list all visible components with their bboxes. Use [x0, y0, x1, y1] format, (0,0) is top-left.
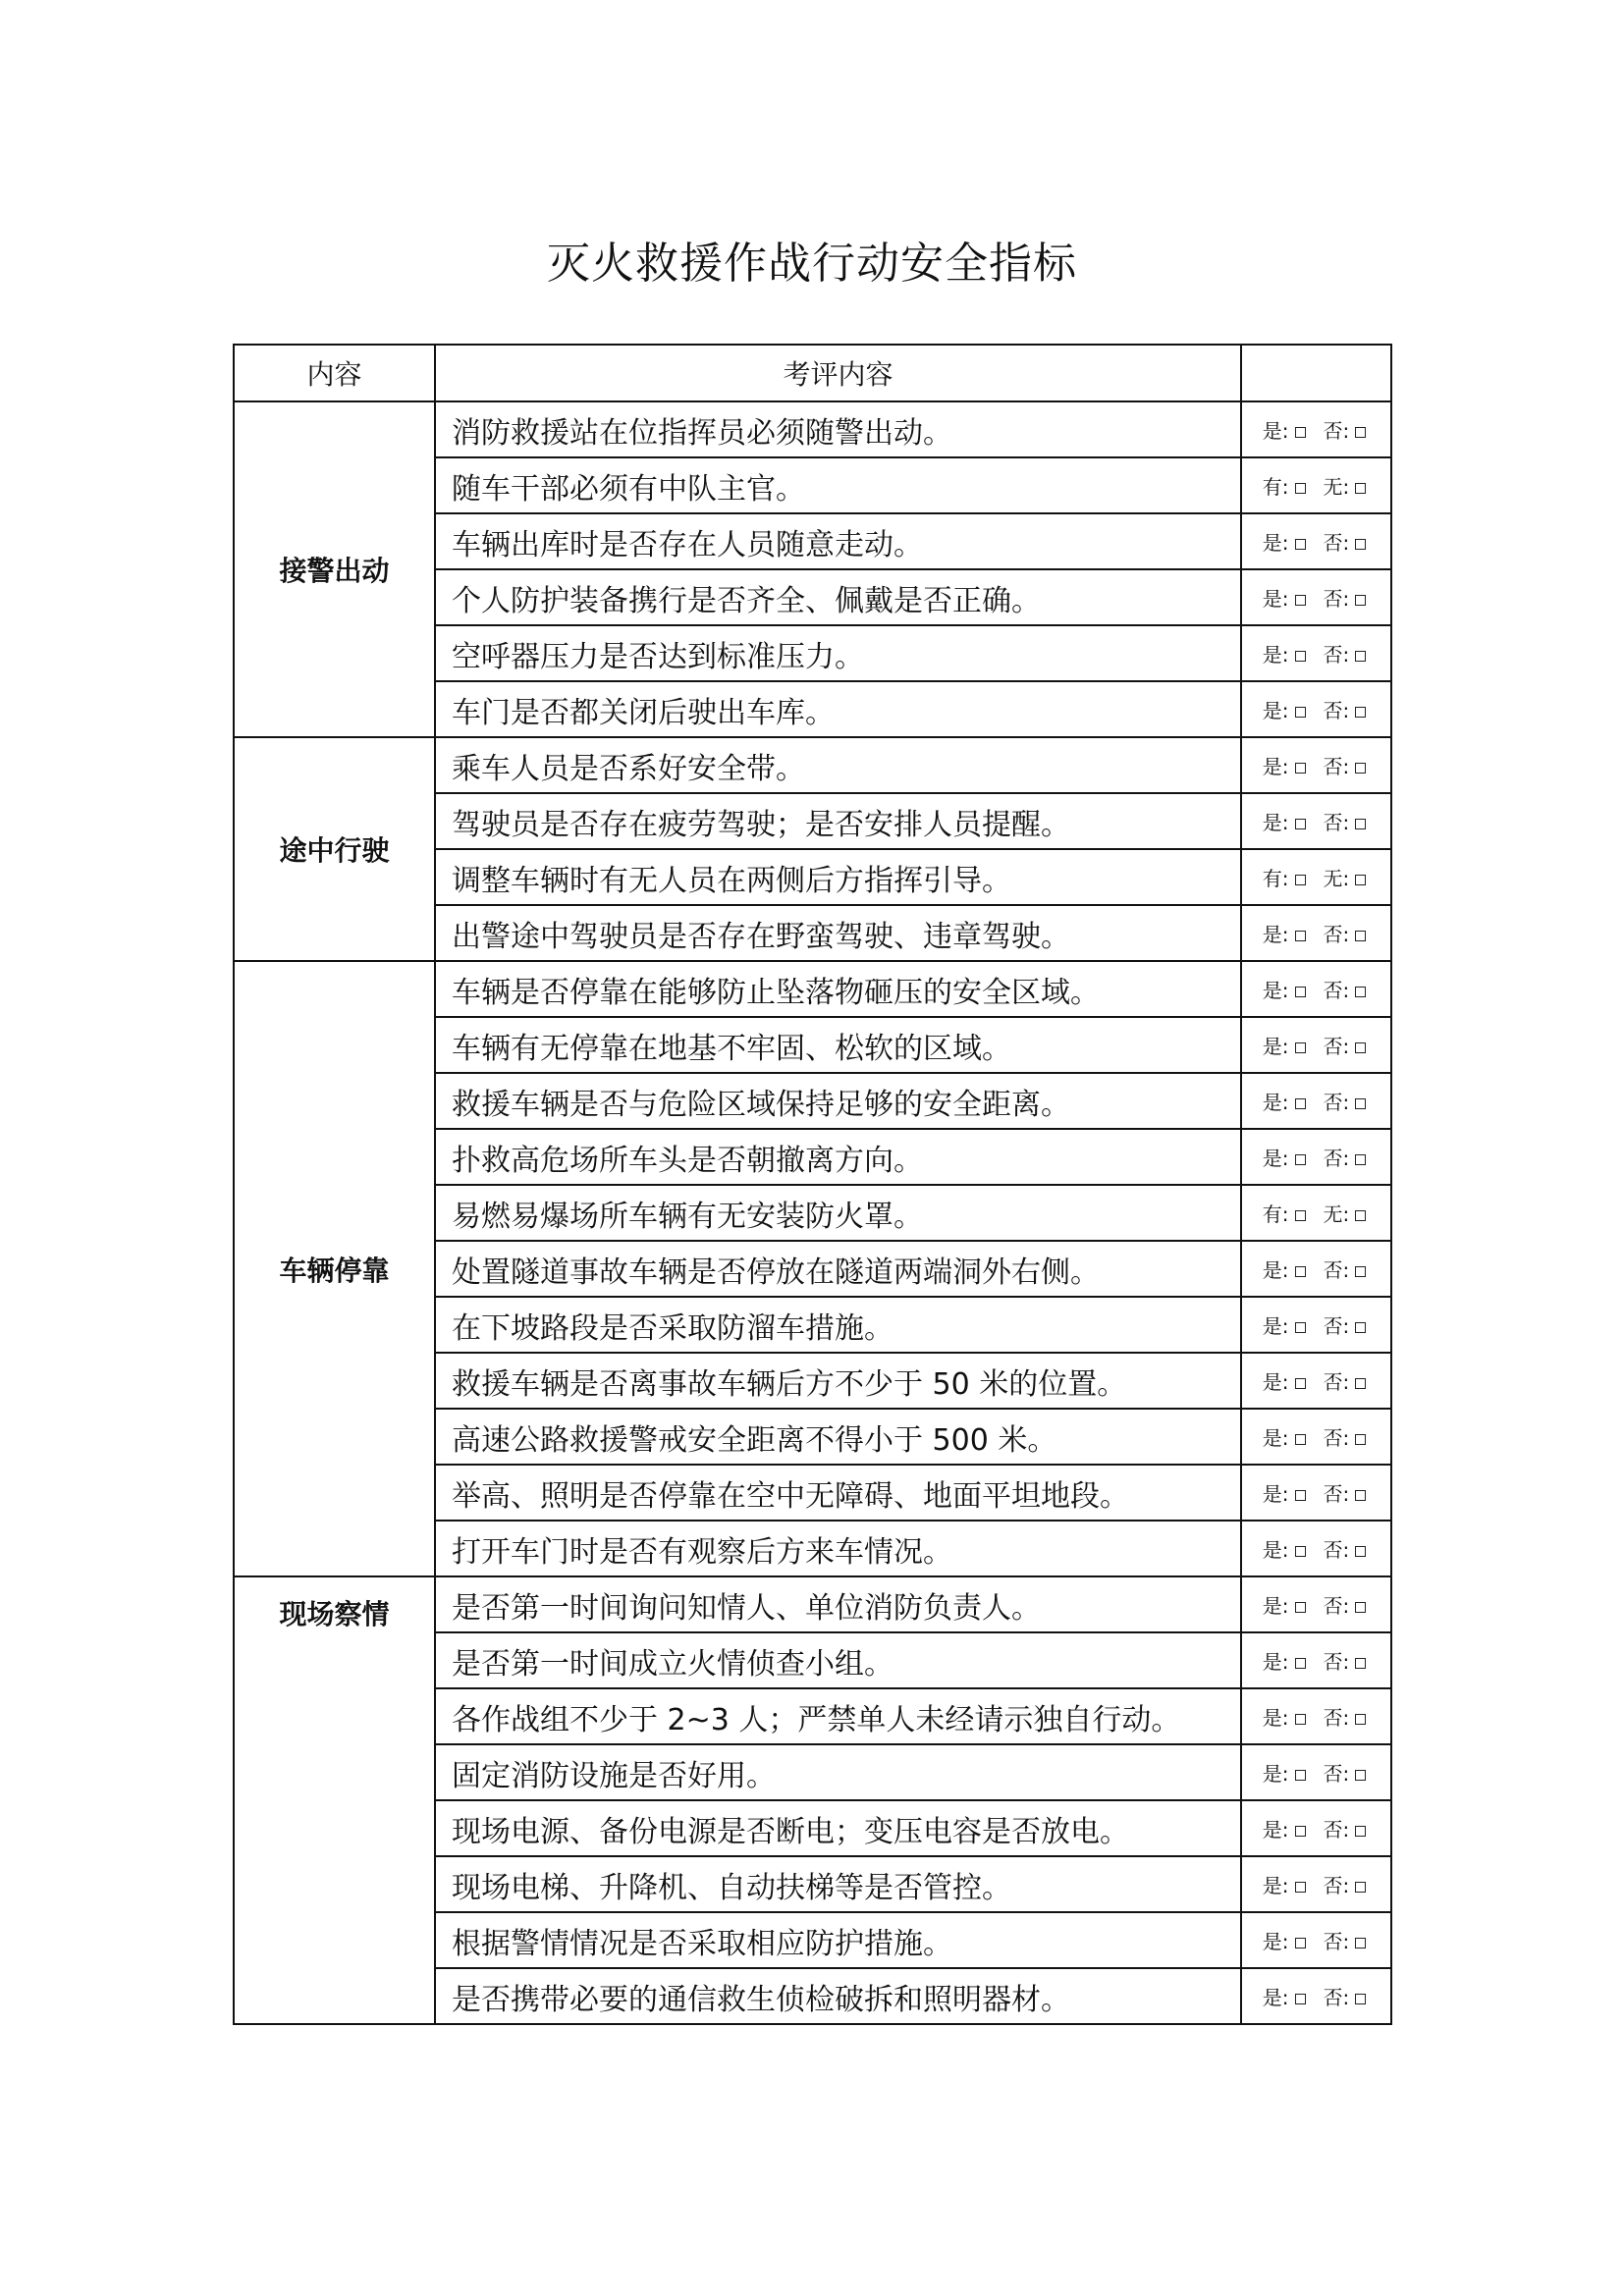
yes-label: 是: — [1262, 1370, 1289, 1394]
no-label: 否: — [1323, 1426, 1350, 1450]
no-checkbox[interactable] — [1355, 1378, 1366, 1389]
yes-checkbox[interactable] — [1295, 595, 1306, 606]
yes-label: 是: — [1262, 699, 1289, 722]
evaluation-item: 救援车辆是否与危险区域保持足够的安全距离。 — [435, 1073, 1241, 1129]
no-label: 无: — [1323, 867, 1350, 890]
no-checkbox[interactable] — [1355, 1322, 1366, 1333]
answer-options — [1241, 681, 1391, 737]
no-label: 否: — [1323, 1762, 1350, 1786]
header-check — [1241, 345, 1391, 401]
no-label: 否: — [1323, 1930, 1350, 1953]
yes-checkbox[interactable] — [1295, 651, 1306, 662]
answer-options — [1241, 625, 1391, 681]
no-label: 否: — [1323, 1818, 1350, 1842]
yes-label: 是: — [1262, 1818, 1289, 1842]
table-row — [234, 1576, 1391, 1632]
yes-label: 是: — [1262, 1874, 1289, 1897]
answer-options — [1241, 1297, 1391, 1353]
yes-label: 是: — [1262, 531, 1289, 555]
yes-checkbox[interactable] — [1295, 1378, 1306, 1389]
answer-options — [1241, 737, 1391, 793]
yes-checkbox[interactable] — [1295, 875, 1306, 885]
yes-checkbox[interactable] — [1295, 1882, 1306, 1893]
evaluation-item: 易燃易爆场所车辆有无安装防火罩。 — [435, 1185, 1241, 1241]
no-label: 否: — [1323, 1874, 1350, 1897]
answer-options — [1241, 401, 1391, 457]
no-label: 否: — [1323, 1986, 1350, 2009]
yes-checkbox[interactable] — [1295, 539, 1306, 550]
no-label: 否: — [1323, 1147, 1350, 1170]
no-label: 否: — [1323, 643, 1350, 667]
section-category: 车辆停靠 — [234, 961, 435, 1576]
evaluation-item: 车门是否都关闭后驶出车库。 — [435, 681, 1241, 737]
section-category: 接警出动 — [234, 401, 435, 737]
no-label: 否: — [1323, 1035, 1350, 1058]
no-checkbox[interactable] — [1355, 1882, 1366, 1893]
yes-checkbox[interactable] — [1295, 1042, 1306, 1053]
evaluation-item: 是否第一时间询问知情人、单位消防负责人。 — [435, 1576, 1241, 1632]
section-category: 途中行驶 — [234, 737, 435, 961]
no-checkbox[interactable] — [1355, 483, 1366, 494]
no-label: 否: — [1323, 1314, 1350, 1338]
safety-indicator-table — [233, 344, 1392, 2025]
yes-checkbox[interactable] — [1295, 1434, 1306, 1445]
yes-label: 是: — [1262, 1706, 1289, 1730]
answer-options — [1241, 1968, 1391, 2024]
table-body — [234, 401, 1391, 2024]
no-checkbox[interactable] — [1355, 931, 1366, 941]
yes-label: 是: — [1262, 643, 1289, 667]
yes-checkbox[interactable] — [1295, 1994, 1306, 2004]
no-label: 否: — [1323, 1370, 1350, 1394]
yes-label: 是: — [1262, 811, 1289, 834]
no-label: 否: — [1323, 1482, 1350, 1506]
yes-checkbox[interactable] — [1295, 1602, 1306, 1613]
yes-label: 是: — [1262, 923, 1289, 946]
evaluation-item: 根据警情情况是否采取相应防护措施。 — [435, 1912, 1241, 1968]
no-checkbox[interactable] — [1355, 1210, 1366, 1221]
yes-checkbox[interactable] — [1295, 1322, 1306, 1333]
no-checkbox[interactable] — [1355, 1098, 1366, 1109]
yes-checkbox[interactable] — [1295, 1154, 1306, 1165]
answer-options — [1241, 1241, 1391, 1297]
evaluation-item: 现场电梯、升降机、自动扶梯等是否管控。 — [435, 1856, 1241, 1912]
no-label: 否: — [1323, 1538, 1350, 1562]
table-header-row — [234, 345, 1391, 401]
no-checkbox[interactable] — [1355, 1826, 1366, 1837]
yes-label: 有: — [1262, 475, 1289, 499]
yes-label: 有: — [1262, 1202, 1289, 1226]
yes-checkbox[interactable] — [1295, 1826, 1306, 1837]
evaluation-item: 处置隧道事故车辆是否停放在隧道两端洞外右侧。 — [435, 1241, 1241, 1297]
no-checkbox[interactable] — [1355, 1714, 1366, 1725]
answer-options — [1241, 905, 1391, 961]
no-checkbox[interactable] — [1355, 539, 1366, 550]
answer-options — [1241, 1185, 1391, 1241]
evaluation-item: 各作战组不少于 2~3 人；严禁单人未经请示独自行动。 — [435, 1688, 1241, 1744]
header-category: 内容 — [234, 345, 435, 401]
evaluation-item: 调整车辆时有无人员在两侧后方指挥引导。 — [435, 849, 1241, 905]
yes-label: 是: — [1262, 1147, 1289, 1170]
answer-options — [1241, 457, 1391, 513]
answer-options — [1241, 1129, 1391, 1185]
no-label: 否: — [1323, 587, 1350, 611]
yes-checkbox[interactable] — [1295, 483, 1306, 494]
yes-checkbox[interactable] — [1295, 1266, 1306, 1277]
no-checkbox[interactable] — [1355, 427, 1366, 438]
no-label: 否: — [1323, 1258, 1350, 1282]
yes-label: 是: — [1262, 755, 1289, 778]
answer-options — [1241, 1800, 1391, 1856]
table-row — [234, 961, 1391, 1017]
no-label: 否: — [1323, 755, 1350, 778]
no-label: 无: — [1323, 1202, 1350, 1226]
answer-options — [1241, 1744, 1391, 1800]
yes-checkbox[interactable] — [1295, 707, 1306, 718]
no-checkbox[interactable] — [1355, 707, 1366, 718]
answer-options — [1241, 1576, 1391, 1632]
yes-checkbox[interactable] — [1295, 1490, 1306, 1501]
evaluation-item: 消防救援站在位指挥员必须随警出动。 — [435, 401, 1241, 457]
yes-label: 是: — [1262, 1594, 1289, 1618]
yes-label: 是: — [1262, 1426, 1289, 1450]
yes-checkbox[interactable] — [1295, 1714, 1306, 1725]
yes-label: 是: — [1262, 1258, 1289, 1282]
no-label: 否: — [1323, 1650, 1350, 1674]
evaluation-item: 举高、照明是否停靠在空中无障碍、地面平坦地段。 — [435, 1465, 1241, 1521]
no-label: 否: — [1323, 979, 1350, 1002]
answer-options — [1241, 569, 1391, 625]
no-checkbox[interactable] — [1355, 1154, 1366, 1165]
no-label: 否: — [1323, 699, 1350, 722]
no-checkbox[interactable] — [1355, 763, 1366, 774]
no-checkbox[interactable] — [1355, 1994, 1366, 2004]
section-category: 现场察情 — [234, 1576, 435, 2024]
yes-checkbox[interactable] — [1295, 1938, 1306, 1949]
no-label: 否: — [1323, 1706, 1350, 1730]
yes-checkbox[interactable] — [1295, 1098, 1306, 1109]
yes-checkbox[interactable] — [1295, 763, 1306, 774]
yes-checkbox[interactable] — [1295, 1546, 1306, 1557]
yes-label: 是: — [1262, 1650, 1289, 1674]
table-row — [234, 401, 1391, 457]
yes-label: 是: — [1262, 979, 1289, 1002]
no-checkbox[interactable] — [1355, 987, 1366, 997]
evaluation-item: 是否携带必要的通信救生侦检破拆和照明器材。 — [435, 1968, 1241, 2024]
evaluation-item: 扑救高危场所车头是否朝撤离方向。 — [435, 1129, 1241, 1185]
yes-checkbox[interactable] — [1295, 931, 1306, 941]
evaluation-item: 在下坡路段是否采取防溜车措施。 — [435, 1297, 1241, 1353]
no-checkbox[interactable] — [1355, 1938, 1366, 1949]
evaluation-item: 车辆有无停靠在地基不牢固、松软的区域。 — [435, 1017, 1241, 1073]
no-label: 否: — [1323, 1091, 1350, 1114]
yes-label: 是: — [1262, 1762, 1289, 1786]
answer-options — [1241, 1353, 1391, 1409]
answer-options — [1241, 1073, 1391, 1129]
no-label: 否: — [1323, 1594, 1350, 1618]
answer-options — [1241, 1912, 1391, 1968]
yes-label: 是: — [1262, 1035, 1289, 1058]
header-content: 考评内容 — [435, 345, 1241, 401]
answer-options — [1241, 1465, 1391, 1521]
evaluation-item: 救援车辆是否离事故车辆后方不少于 50 米的位置。 — [435, 1353, 1241, 1409]
evaluation-item: 个人防护装备携行是否齐全、佩戴是否正确。 — [435, 569, 1241, 625]
no-label: 否: — [1323, 419, 1350, 443]
yes-label: 是: — [1262, 1482, 1289, 1506]
no-checkbox[interactable] — [1355, 1266, 1366, 1277]
no-checkbox[interactable] — [1355, 1602, 1366, 1613]
yes-label: 是: — [1262, 1930, 1289, 1953]
evaluation-item: 乘车人员是否系好安全带。 — [435, 737, 1241, 793]
no-checkbox[interactable] — [1355, 1490, 1366, 1501]
yes-checkbox[interactable] — [1295, 1770, 1306, 1781]
no-checkbox[interactable] — [1355, 1546, 1366, 1557]
no-checkbox[interactable] — [1355, 651, 1366, 662]
yes-label: 是: — [1262, 1314, 1289, 1338]
yes-checkbox[interactable] — [1295, 1210, 1306, 1221]
evaluation-item: 随车干部必须有中队主官。 — [435, 457, 1241, 513]
yes-checkbox[interactable] — [1295, 987, 1306, 997]
yes-label: 是: — [1262, 419, 1289, 443]
yes-label: 有: — [1262, 867, 1289, 890]
no-checkbox[interactable] — [1355, 1770, 1366, 1781]
answer-options — [1241, 1521, 1391, 1576]
evaluation-item: 车辆是否停靠在能够防止坠落物砸压的安全区域。 — [435, 961, 1241, 1017]
yes-checkbox[interactable] — [1295, 819, 1306, 829]
evaluation-item: 出警途中驾驶员是否存在野蛮驾驶、违章驾驶。 — [435, 905, 1241, 961]
no-label: 否: — [1323, 811, 1350, 834]
no-label: 否: — [1323, 923, 1350, 946]
no-label: 无: — [1323, 475, 1350, 499]
yes-label: 是: — [1262, 587, 1289, 611]
yes-checkbox[interactable] — [1295, 1658, 1306, 1669]
no-checkbox[interactable] — [1355, 1042, 1366, 1053]
no-checkbox[interactable] — [1355, 1658, 1366, 1669]
no-label: 否: — [1323, 531, 1350, 555]
answer-options — [1241, 793, 1391, 849]
answer-options — [1241, 1856, 1391, 1912]
evaluation-item: 高速公路救援警戒安全距离不得小于 500 米。 — [435, 1409, 1241, 1465]
yes-checkbox[interactable] — [1295, 427, 1306, 438]
no-checkbox[interactable] — [1355, 875, 1366, 885]
evaluation-item: 是否第一时间成立火情侦查小组。 — [435, 1632, 1241, 1688]
evaluation-item: 空呼器压力是否达到标准压力。 — [435, 625, 1241, 681]
answer-options — [1241, 1017, 1391, 1073]
evaluation-item: 现场电源、备份电源是否断电；变压电容是否放电。 — [435, 1800, 1241, 1856]
answer-options — [1241, 1632, 1391, 1688]
yes-label: 是: — [1262, 1986, 1289, 2009]
evaluation-item: 固定消防设施是否好用。 — [435, 1744, 1241, 1800]
evaluation-item: 驾驶员是否存在疲劳驾驶；是否安排人员提醒。 — [435, 793, 1241, 849]
answer-options — [1241, 849, 1391, 905]
yes-label: 是: — [1262, 1538, 1289, 1562]
answer-options — [1241, 1688, 1391, 1744]
table-row — [234, 737, 1391, 793]
no-checkbox[interactable] — [1355, 595, 1366, 606]
answer-options — [1241, 1409, 1391, 1465]
answer-options — [1241, 961, 1391, 1017]
no-checkbox[interactable] — [1355, 819, 1366, 829]
no-checkbox[interactable] — [1355, 1434, 1366, 1445]
answer-options — [1241, 513, 1391, 569]
yes-label: 是: — [1262, 1091, 1289, 1114]
page-title: 灭火救援作战行动安全指标 — [547, 239, 1077, 289]
evaluation-item: 打开车门时是否有观察后方来车情况。 — [435, 1521, 1241, 1576]
evaluation-item: 车辆出库时是否存在人员随意走动。 — [435, 513, 1241, 569]
